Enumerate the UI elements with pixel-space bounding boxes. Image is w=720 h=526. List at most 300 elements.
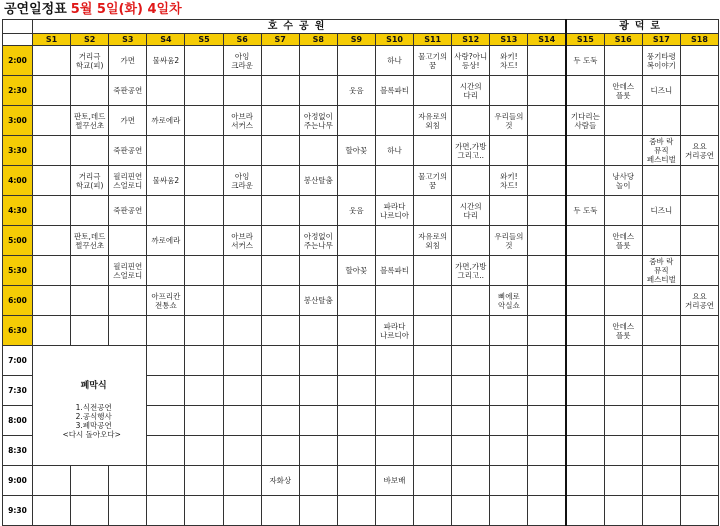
schedule-cell: 봉산탈춤 (299, 286, 337, 316)
schedule-cell: 블록파티 (375, 76, 413, 106)
time-cell: 4:00 (3, 166, 33, 196)
schedule-cell (223, 136, 261, 166)
schedule-cell: 아정없이 주는나무 (299, 106, 337, 136)
schedule-cell (261, 226, 299, 256)
schedule-cell (299, 466, 337, 496)
schedule-cell: 줌바 락 뮤직 페스티벌 (642, 256, 680, 286)
schedule-cell (71, 136, 109, 166)
schedule-cell (185, 406, 223, 436)
schedule-cell (337, 406, 375, 436)
schedule-cell (185, 106, 223, 136)
schedule-cell: 디즈니 (642, 76, 680, 106)
schedule-cell (414, 406, 452, 436)
schedule-cell (566, 286, 604, 316)
schedule-cell: 아잉 크라운 (223, 46, 261, 76)
schedule-cell (185, 376, 223, 406)
schedule-cell (147, 196, 185, 226)
schedule-cell (299, 346, 337, 376)
schedule-cell (452, 406, 490, 436)
stage-header: S9 (337, 34, 375, 46)
schedule-cell (452, 346, 490, 376)
schedule-cell (185, 316, 223, 346)
schedule-cell (185, 466, 223, 496)
schedule-cell (375, 166, 413, 196)
schedule-cell (604, 196, 642, 226)
schedule-cell (261, 316, 299, 346)
schedule-cell (375, 286, 413, 316)
schedule-cell (528, 136, 566, 166)
schedule-cell (33, 46, 71, 76)
schedule-cell (414, 286, 452, 316)
schedule-cell (680, 166, 718, 196)
schedule-cell (604, 466, 642, 496)
schedule-cell (261, 76, 299, 106)
schedule-cell (337, 106, 375, 136)
schedule-cell (147, 406, 185, 436)
schedule-cell (414, 346, 452, 376)
schedule-cell (337, 286, 375, 316)
schedule-cell (414, 196, 452, 226)
schedule-row (3, 46, 719, 76)
schedule-cell (299, 46, 337, 76)
time-cell: 2:30 (3, 76, 33, 106)
stage-header: S12 (452, 34, 490, 46)
closing-title: 폐막식 (80, 381, 107, 391)
schedule-cell: 하나 (375, 136, 413, 166)
schedule-row (3, 466, 719, 496)
schedule-cell (528, 466, 566, 496)
schedule-cell: 요요 거리공연 (680, 136, 718, 166)
schedule-cell: 죽판공연 (109, 196, 147, 226)
schedule-cell: 자화상 (261, 466, 299, 496)
time-cell: 6:00 (3, 286, 33, 316)
schedule-cell (223, 286, 261, 316)
schedule-cell (528, 286, 566, 316)
schedule-cell (375, 496, 413, 526)
stage-header: S8 (299, 34, 337, 46)
schedule-cell (680, 406, 718, 436)
schedule-cell (147, 376, 185, 406)
page-title (4, 1, 182, 19)
schedule-cell (452, 166, 490, 196)
schedule-cell (528, 196, 566, 226)
schedule-cell (528, 166, 566, 196)
schedule-cell (147, 436, 185, 466)
schedule-cell (375, 226, 413, 256)
schedule-cell (528, 76, 566, 106)
schedule-cell (642, 376, 680, 406)
schedule-cell (642, 316, 680, 346)
schedule-cell (604, 286, 642, 316)
schedule-cell (33, 166, 71, 196)
schedule-cell: 풍기타령 복이야기 (642, 46, 680, 76)
schedule-cell: 두 도둑 (566, 196, 604, 226)
time-header-cell (3, 34, 33, 46)
schedule-cell (299, 436, 337, 466)
schedule-cell (223, 376, 261, 406)
schedule-cell (566, 166, 604, 196)
schedule-cell (109, 496, 147, 526)
schedule-cell: 와키! 차드! (490, 166, 528, 196)
schedule-cell (680, 346, 718, 376)
time-cell: 4:30 (3, 196, 33, 226)
schedule-cell (185, 286, 223, 316)
schedule-cell (680, 256, 718, 286)
schedule-cell: 시간의 다리 (452, 76, 490, 106)
schedule-cell (375, 106, 413, 136)
schedule-cell: 요요 거리공연 (680, 286, 718, 316)
stage-header: S16 (604, 34, 642, 46)
schedule-cell (185, 166, 223, 196)
time-cell: 9:00 (3, 466, 33, 496)
stage-header: S18 (680, 34, 718, 46)
schedule-row (3, 136, 719, 166)
schedule-cell (147, 346, 185, 376)
schedule-cell (414, 136, 452, 166)
schedule-cell: 웃음 (337, 196, 375, 226)
area-header: 광덕로 (566, 20, 718, 34)
schedule-cell (414, 376, 452, 406)
schedule-cell (185, 226, 223, 256)
schedule-cell (147, 76, 185, 106)
schedule-cell (528, 496, 566, 526)
schedule-cell (528, 406, 566, 436)
schedule-cell: 시간의 다리 (452, 196, 490, 226)
schedule-cell (642, 436, 680, 466)
schedule-cell (223, 406, 261, 436)
schedule-cell (528, 316, 566, 346)
schedule-cell (147, 136, 185, 166)
schedule-cell (71, 316, 109, 346)
schedule-cell (299, 76, 337, 106)
schedule-cell: 파라다 나르디아 (375, 196, 413, 226)
schedule-cell (642, 166, 680, 196)
schedule-cell (528, 106, 566, 136)
schedule-cell: 거리극 학교(피) (71, 166, 109, 196)
corner-cell (3, 20, 33, 34)
schedule-cell (566, 466, 604, 496)
schedule-cell (528, 256, 566, 286)
schedule-cell (490, 466, 528, 496)
schedule-cell: 안데스 플룻 (604, 76, 642, 106)
schedule-cell (337, 436, 375, 466)
schedule-cell (223, 316, 261, 346)
schedule-cell (566, 226, 604, 256)
schedule-cell (185, 346, 223, 376)
schedule-row (3, 286, 719, 316)
schedule-cell (414, 256, 452, 286)
schedule-cell (223, 196, 261, 226)
schedule-cell (452, 466, 490, 496)
closing-item: 2.공식행사 (75, 412, 112, 421)
schedule-cell (490, 376, 528, 406)
schedule-cell: 아프리칸 전통쇼 (147, 286, 185, 316)
schedule-cell (147, 316, 185, 346)
schedule-cell: 줌바 락 뮤직 페스티벌 (642, 136, 680, 166)
schedule-cell (337, 376, 375, 406)
schedule-cell (375, 406, 413, 436)
schedule-cell (566, 76, 604, 106)
schedule-cell: 거리극 학교(피) (71, 46, 109, 76)
schedule-cell (299, 376, 337, 406)
title-date: 5월 5일(화) 4일차 (70, 2, 182, 17)
schedule-cell: 물고기의 꿈 (414, 166, 452, 196)
schedule-cell (490, 256, 528, 286)
schedule-cell (566, 376, 604, 406)
schedule-cell: 까로에라 (147, 106, 185, 136)
schedule-cell: 안데스 플룻 (604, 316, 642, 346)
schedule-cell (185, 436, 223, 466)
schedule-cell: 물고기의 꿈 (414, 46, 452, 76)
schedule-cell (642, 346, 680, 376)
schedule-row (3, 346, 719, 376)
stage-header: S1 (33, 34, 71, 46)
stage-header: S5 (185, 34, 223, 46)
schedule-cell (490, 76, 528, 106)
schedule-cell: 물싸움2 (147, 46, 185, 76)
schedule-cell: 우리들의 것 (490, 106, 528, 136)
schedule-cell (261, 106, 299, 136)
schedule-cell (604, 346, 642, 376)
schedule-cell: 가면 (109, 106, 147, 136)
schedule-cell: 판토,데드 쩔꾸선초 (71, 226, 109, 256)
time-cell: 7:30 (3, 376, 33, 406)
schedule-cell: 바보배 (375, 466, 413, 496)
schedule-cell (261, 376, 299, 406)
time-cell: 8:00 (3, 406, 33, 436)
schedule-cell: 사랑?아니 등상! (452, 46, 490, 76)
schedule-cell: 와키! 차드! (490, 46, 528, 76)
schedule-cell (261, 196, 299, 226)
schedule-cell (566, 316, 604, 346)
schedule-cell (185, 496, 223, 526)
schedule-cell (33, 316, 71, 346)
schedule-cell (604, 256, 642, 286)
schedule-cell (261, 256, 299, 286)
schedule-cell (680, 436, 718, 466)
schedule-cell (414, 316, 452, 346)
schedule-cell (147, 256, 185, 286)
schedule-cell (185, 46, 223, 76)
schedule-cell (33, 136, 71, 166)
schedule-cell (71, 76, 109, 106)
schedule-cell (33, 286, 71, 316)
schedule-cell (299, 406, 337, 436)
schedule-cell (337, 466, 375, 496)
schedule-cell (566, 136, 604, 166)
schedule-cell (71, 466, 109, 496)
schedule-cell (71, 196, 109, 226)
schedule-row (3, 166, 719, 196)
schedule-cell (33, 226, 71, 256)
schedule-cell (337, 496, 375, 526)
schedule-cell (528, 346, 566, 376)
schedule-cell (680, 376, 718, 406)
stage-header: S13 (490, 34, 528, 46)
schedule-cell (299, 496, 337, 526)
schedule-cell (337, 166, 375, 196)
title-main: 공연일정표 (4, 2, 67, 17)
schedule-cell (490, 436, 528, 466)
schedule-cell: 죽판공연 (109, 76, 147, 106)
schedule-cell (490, 316, 528, 346)
schedule-cell (642, 406, 680, 436)
schedule-cell: 까로에라 (147, 226, 185, 256)
schedule-cell (452, 226, 490, 256)
schedule-cell (604, 376, 642, 406)
schedule-cell (528, 226, 566, 256)
schedule-cell (299, 136, 337, 166)
schedule-row (3, 496, 719, 526)
schedule-cell: 물싸움2 (147, 166, 185, 196)
schedule-cell (185, 136, 223, 166)
schedule-cell: 가면,가방 그리고.. (452, 256, 490, 286)
schedule-cell: 할아꽃 (337, 256, 375, 286)
schedule-cell (528, 436, 566, 466)
schedule-row (3, 106, 719, 136)
schedule-cell (261, 436, 299, 466)
schedule-cell (375, 376, 413, 406)
schedule-cell (680, 46, 718, 76)
schedule-cell (680, 466, 718, 496)
schedule-cell (223, 256, 261, 286)
area-header: 호수공원 (33, 20, 567, 34)
schedule-cell (566, 436, 604, 466)
schedule-cell: 죽판공연 (109, 136, 147, 166)
schedule-cell (33, 496, 71, 526)
time-cell: 5:00 (3, 226, 33, 256)
schedule-cell (490, 346, 528, 376)
schedule-cell: 하나 (375, 46, 413, 76)
schedule-cell (604, 46, 642, 76)
schedule-cell (223, 466, 261, 496)
schedule-cell: 블록파티 (375, 256, 413, 286)
stage-header: S11 (414, 34, 452, 46)
schedule-cell (261, 496, 299, 526)
schedule-cell (337, 46, 375, 76)
schedule-cell: 두 도둑 (566, 46, 604, 76)
schedule-cell: 자유로의 외침 (414, 226, 452, 256)
schedule-cell: 필리핀연 스얼로디 (109, 256, 147, 286)
stage-header: S10 (375, 34, 413, 46)
schedule-cell (261, 166, 299, 196)
closing-ceremony-block (33, 346, 147, 466)
schedule-cell (490, 196, 528, 226)
schedule-cell (642, 286, 680, 316)
schedule-cell (414, 496, 452, 526)
schedule-cell: 기다리는 사람들 (566, 106, 604, 136)
schedule-cell (33, 106, 71, 136)
schedule-cell (71, 256, 109, 286)
schedule-cell (261, 406, 299, 436)
schedule-cell: 가면,가방 그리고.. (452, 136, 490, 166)
stage-header: S7 (261, 34, 299, 46)
schedule-cell (223, 346, 261, 376)
schedule-cell (414, 76, 452, 106)
schedule-cell (337, 346, 375, 376)
schedule-cell: 자유로의 외침 (414, 106, 452, 136)
schedule-cell (109, 316, 147, 346)
schedule-cell (604, 436, 642, 466)
schedule-cell: 파라다 나르디아 (375, 316, 413, 346)
schedule-cell (566, 346, 604, 376)
schedule-cell (109, 226, 147, 256)
schedule-cell (223, 496, 261, 526)
schedule-cell (680, 316, 718, 346)
schedule-cell (185, 196, 223, 226)
schedule-cell: 디즈니 (642, 196, 680, 226)
schedule-cell (414, 436, 452, 466)
schedule-cell (566, 256, 604, 286)
schedule-cell: 아정없이 주는나무 (299, 226, 337, 256)
schedule-cell (261, 286, 299, 316)
schedule-cell (642, 466, 680, 496)
time-cell: 6:30 (3, 316, 33, 346)
schedule-cell: 삐에로 악실쇼 (490, 286, 528, 316)
schedule-cell (71, 496, 109, 526)
schedule-cell (452, 376, 490, 406)
schedule-cell (109, 466, 147, 496)
schedule-cell (452, 286, 490, 316)
stage-header: S2 (71, 34, 109, 46)
schedule-cell (33, 196, 71, 226)
time-cell: 5:30 (3, 256, 33, 286)
schedule-cell: 할아꽃 (337, 136, 375, 166)
schedule-row (3, 256, 719, 286)
schedule-cell (642, 106, 680, 136)
schedule-cell (375, 436, 413, 466)
stage-header: S14 (528, 34, 566, 46)
schedule-cell (261, 46, 299, 76)
schedule-cell: 웃음 (337, 76, 375, 106)
schedule-cell: 봉산탈춤 (299, 166, 337, 196)
schedule-cell (299, 256, 337, 286)
schedule-row (3, 196, 719, 226)
schedule-cell (604, 496, 642, 526)
schedule-cell (33, 466, 71, 496)
schedule-cell (490, 136, 528, 166)
schedule-cell (490, 406, 528, 436)
time-cell: 3:00 (3, 106, 33, 136)
closing-item: 3.폐막공연 (75, 421, 112, 430)
schedule-cell (642, 226, 680, 256)
schedule-cell: 아잉 크라운 (223, 166, 261, 196)
stage-header: S3 (109, 34, 147, 46)
time-cell: 2:00 (3, 46, 33, 76)
schedule-cell: 우리들의 것 (490, 226, 528, 256)
schedule-cell (680, 106, 718, 136)
schedule-cell (680, 496, 718, 526)
schedule-cell (642, 496, 680, 526)
schedule-cell (604, 106, 642, 136)
schedule-cell (33, 256, 71, 286)
schedule-cell (223, 76, 261, 106)
schedule-cell (261, 346, 299, 376)
schedule-cell (604, 406, 642, 436)
schedule-cell (680, 196, 718, 226)
schedule-cell (528, 376, 566, 406)
time-cell: 7:00 (3, 346, 33, 376)
schedule-row (3, 76, 719, 106)
schedule-cell: 안데스 플룻 (604, 226, 642, 256)
schedule-cell (185, 256, 223, 286)
schedule-cell (414, 466, 452, 496)
schedule-cell (109, 286, 147, 316)
schedule-cell (452, 496, 490, 526)
schedule-cell (528, 46, 566, 76)
schedule-cell (680, 226, 718, 256)
schedule-cell (566, 406, 604, 436)
